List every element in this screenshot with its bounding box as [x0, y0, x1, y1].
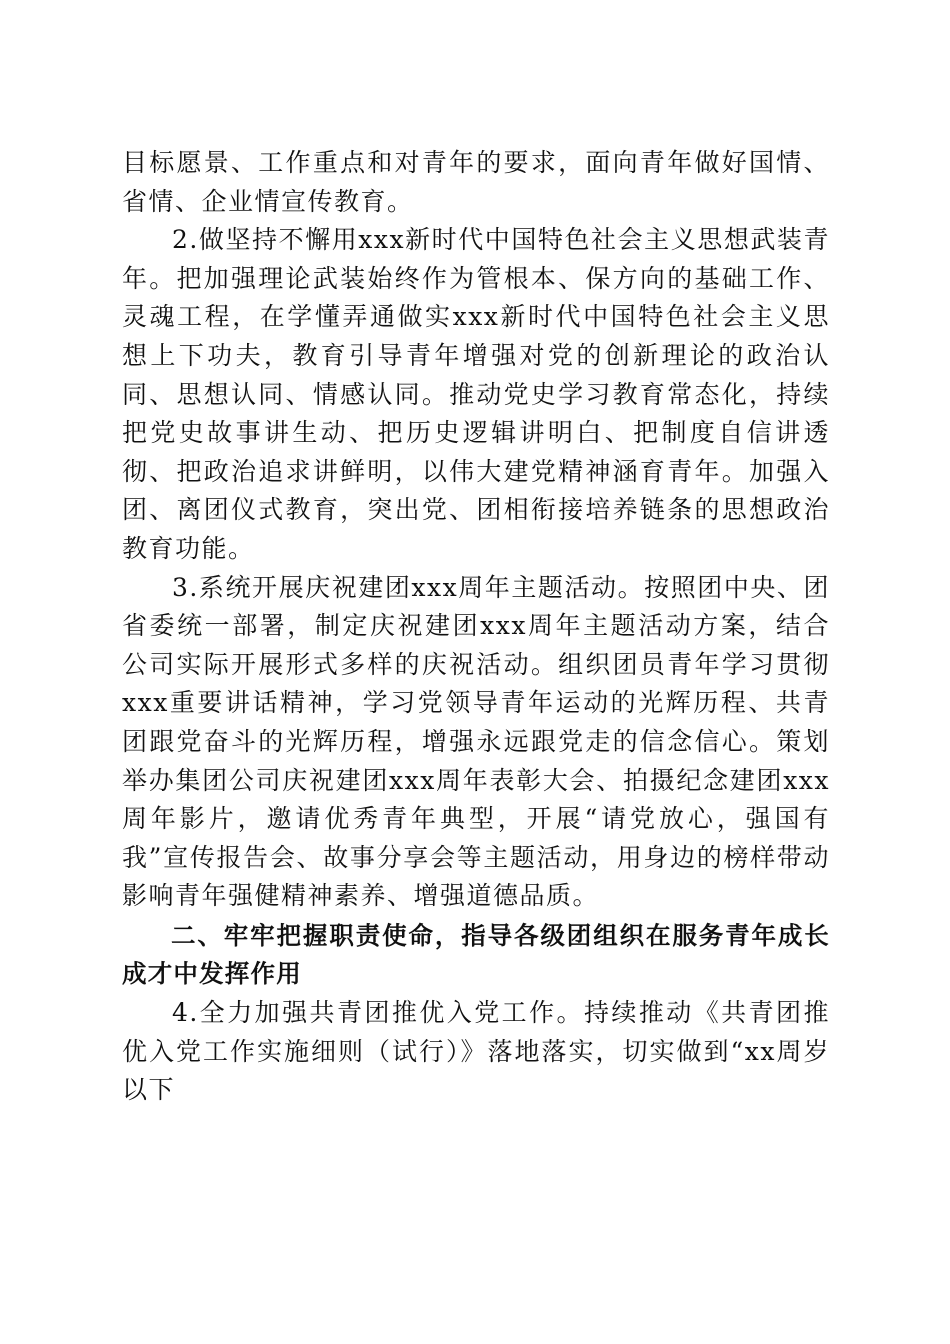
paragraph-continuation: 目标愿景、工作重点和对青年的要求，面向青年做好国情、省情、企业情宣传教育。	[122, 148, 830, 216]
paragraph-item-4: 4.全力加强共青团推优入党工作。持续推动《共青团推优入党工作实施细则（试行）》落地落实，切实做到“xx周岁以下	[122, 998, 830, 1105]
paragraph-item-3: 3.系统开展庆祝建团xxx周年主题活动。按照团中央、团省委统一部署，制定庆祝建团xxx周年主题活动方案，结合公司实际开展形式多样的庆祝活动。组织团员青年学习贯彻xxx重要讲话精神，学习党领导青年运动的光辉历程、共青团跟党奋斗的光辉历程，增强永远跟党走的信念信心。策划举办集团公司庆祝建团xxx周年表彰大会、拍摄纪念建团xxx周年影片，邀请优秀青年典型，开展“请党放心，强国有我”宣传报告会、故事分享会等主题活动，用身边的榜样带动影响青年强健精神素养、增强道德品质。	[122, 572, 830, 911]
paragraph-item-2: 2.做坚持不懈用xxx新时代中国特色社会主义思想武装青年。把加强理论武装始终作为管根本、保方向的基础工作、灵魂工程，在学懂弄通做实xxx新时代中国特色社会主义思想上下功夫，教育引导青年增强对党的创新理论的政治认同、思想认同、情感认同。推动党史学习教育常态化，持续把党史故事讲生动、把历史逻辑讲明白、把制度自信讲透彻、把政治追求讲鲜明，以伟大建党精神涵育青年。加强入团、离团仪式教育，突出党、团相衔接培养链条的思想政治教育功能。	[122, 225, 830, 563]
document-body	[122, 144, 830, 1110]
section-heading-2: 二、牢牢把握职责使命，指导各级团组织在服务青年成长成才中发挥作用	[122, 920, 830, 989]
